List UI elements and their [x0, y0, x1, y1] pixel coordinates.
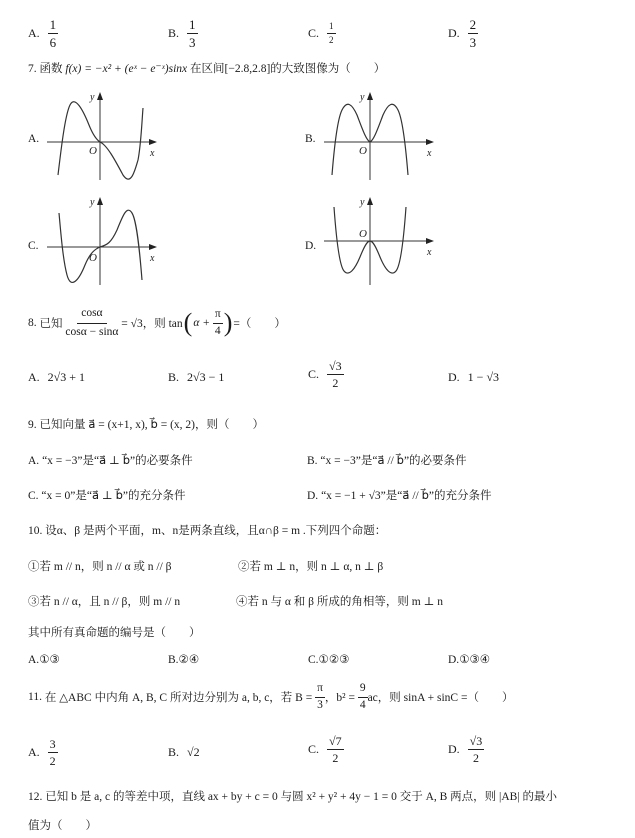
fraction [327, 360, 344, 389]
q11-option-c [308, 735, 344, 764]
option-label: D. [448, 26, 460, 40]
q10-option-c [308, 652, 349, 666]
stem-text: = √3，则 tan [121, 318, 183, 330]
q7-option-c-label: C. [28, 240, 39, 252]
formula: α + [193, 317, 210, 329]
q10-proposition-3: ③若 n // α，且 n // β，则 m // n [28, 596, 181, 608]
q7-option-d-label: D. [305, 240, 317, 252]
stem-text: ac，则 sinA + sinC =（ ） [367, 692, 514, 704]
option-label: D. [307, 490, 319, 502]
q8-option-c [308, 360, 344, 389]
option-label: B. [168, 654, 179, 666]
q10-ask: 其中所有真命题的编号是（ ） [28, 627, 201, 639]
denominator: 2 [332, 751, 339, 765]
paren-close: ) [223, 308, 233, 337]
q7-graph-a [45, 90, 160, 185]
q10-stem [28, 522, 386, 538]
q8-option-b [168, 370, 224, 385]
option-text: “x = 0”是“a⃗ ⊥ b⃗”的充分条件 [41, 490, 186, 502]
numerator: cosα [77, 308, 106, 324]
q6-option-a [28, 18, 58, 49]
svg-text:y: y [90, 92, 95, 103]
paren-open: ( [183, 308, 193, 337]
denominator: 2 [49, 754, 56, 768]
q6-option-d [448, 18, 478, 49]
svg-text:y: y [360, 197, 365, 208]
q10-option-b [168, 652, 199, 666]
denominator: 2 [329, 35, 334, 45]
q7-graph-c [45, 195, 160, 290]
stem-text: 已知 b 是 a, c 的等差中项，直线 ax + by + c = 0 与圆 x² + y² + 4y − 1 = 0 交于 A, B 两点，则 |AB| 的最小 [45, 791, 558, 803]
q9-option-c [28, 487, 186, 503]
numerator: 1 [327, 22, 336, 34]
option-text: ②④ [178, 654, 200, 666]
svg-text:O: O [359, 228, 367, 240]
q10-proposition-4: ④若 n 与 α 和 β 所成的角相等，则 m ⊥ n [236, 596, 444, 608]
fraction [48, 738, 58, 767]
numerator: π [315, 683, 325, 698]
option-label: B. [168, 370, 180, 384]
option-label: D. [448, 370, 460, 384]
option-label: A. [28, 26, 40, 40]
svg-text:O: O [359, 145, 367, 157]
numerator: √3 [469, 734, 483, 748]
numerator: 3 [49, 737, 56, 751]
stem-text: =（ ） [233, 318, 286, 330]
option-text: “x = −3”是“a⃗ // b⃗”的必要条件 [320, 455, 467, 467]
option-label: C. [308, 367, 320, 381]
svg-text:O: O [89, 145, 97, 157]
denominator: 3 [189, 35, 196, 50]
denominator: 6 [49, 35, 57, 50]
option-label: C. [308, 742, 320, 756]
denominator: 2 [332, 376, 339, 390]
numerator: √7 [329, 734, 342, 748]
question-number: 12. [28, 791, 43, 803]
denominator: 4 [214, 324, 221, 337]
svg-text:x: x [150, 148, 155, 159]
q8-option-d [448, 370, 499, 385]
stem-text: 在 △ABC 中内角 A, B, C 所对边分别为 a, b, c，若 B = [44, 692, 313, 704]
svg-text:x: x [427, 148, 432, 159]
fraction [315, 683, 325, 711]
question-number: 8. [28, 317, 37, 329]
fraction [358, 683, 368, 711]
svg-text:x: x [427, 247, 432, 258]
stem-text: ，b² = [324, 692, 355, 704]
numerator: 1 [49, 17, 57, 32]
q7-graph-d [322, 195, 437, 290]
option-text: ①②③ [318, 654, 350, 666]
q6-option-c [308, 22, 336, 45]
q10-proposition-2: ②若 m ⊥ n，则 n ⊥ α, n ⊥ β [238, 561, 384, 573]
fraction [65, 308, 118, 338]
numerator: 2 [469, 17, 477, 32]
option-label: B. [168, 26, 180, 40]
q7-option-b-label: B. [305, 133, 316, 145]
fraction [213, 309, 223, 337]
option-label: D. [448, 654, 460, 666]
q8-option-a [28, 370, 85, 385]
svg-text:y: y [360, 92, 365, 103]
fraction [468, 18, 479, 49]
option-label: C. [308, 654, 319, 666]
fraction [48, 18, 59, 49]
formula: f(x) = −x² + (eˣ − e⁻ˣ)sinx [65, 63, 188, 75]
q10-option-d [448, 652, 490, 666]
option-text: 2√3 − 1 [187, 370, 225, 384]
option-label: C. [28, 490, 39, 502]
q11-option-b [168, 745, 200, 760]
question-number: 10. [28, 525, 43, 537]
q10-proposition-1: ①若 m // n，则 n // α 或 n // β [28, 561, 172, 573]
svg-text:y: y [90, 197, 95, 208]
denominator: cosα − sinα [65, 325, 119, 338]
option-text: ①③ [39, 654, 60, 666]
option-text: “x = −3”是“a⃗ ⊥ b⃗”的必要条件 [42, 455, 193, 467]
svg-text:x: x [150, 253, 155, 264]
option-label: B. [307, 455, 318, 467]
q10-option-a [28, 652, 60, 666]
option-text: 1 − √3 [467, 370, 500, 384]
q8-stem [28, 308, 286, 338]
question-number: 11. [28, 691, 42, 703]
option-text: “x = −1 + √3”是“a⃗ // b⃗”的充分条件 [321, 490, 492, 502]
option-label: D. [448, 742, 460, 756]
stem-text: 设α、β 是两个平面，m、n是两条直线，且α∩β = m .下列四个命题： [45, 525, 387, 537]
q9-option-a [28, 452, 193, 468]
option-text: √2 [187, 745, 200, 759]
stem-text: 已知向量 a⃗ = (x+1, x), b⃗ = (x, 2)，则（ ） [39, 419, 264, 431]
question-number: 7. [28, 63, 37, 75]
option-label: A. [28, 370, 40, 384]
q11-stem [28, 683, 513, 711]
option-text: 2√3 + 1 [47, 370, 86, 384]
numerator: π [213, 309, 223, 324]
fraction [468, 735, 485, 764]
denominator: 4 [359, 698, 366, 711]
q7-graph-b [322, 90, 437, 185]
q12-stem [28, 788, 557, 804]
numerator: √3 [329, 359, 342, 373]
option-label: C. [308, 26, 320, 40]
numerator: 1 [189, 17, 196, 32]
q11-option-a [28, 738, 58, 767]
fraction [187, 18, 198, 49]
option-label: A. [28, 455, 40, 467]
denominator: 3 [469, 35, 477, 50]
option-label: A. [28, 745, 40, 759]
numerator: 9 [358, 683, 368, 698]
q9-option-d [307, 487, 491, 503]
question-number: 9. [28, 419, 37, 431]
q6-option-b [168, 18, 198, 49]
q12-stem-line2: 值为（ ） [28, 820, 97, 832]
fraction [327, 735, 344, 764]
svg-text:O: O [89, 252, 97, 264]
stem-text: 函数 [39, 63, 63, 75]
stem-text: 在区间[−2.8,2.8]的大致图像为（ ） [190, 63, 386, 75]
option-label: A. [28, 654, 40, 666]
q9-stem [28, 416, 264, 432]
q9-option-b [307, 452, 467, 468]
q7-option-a-label: A. [28, 133, 40, 145]
stem-text: 已知 [39, 318, 63, 330]
denominator: 2 [472, 751, 479, 765]
fraction [327, 22, 336, 45]
q11-option-d [448, 735, 484, 764]
q7-stem [28, 60, 385, 76]
option-text: ①③④ [459, 654, 491, 666]
denominator: 3 [317, 698, 323, 711]
option-label: B. [168, 745, 180, 759]
